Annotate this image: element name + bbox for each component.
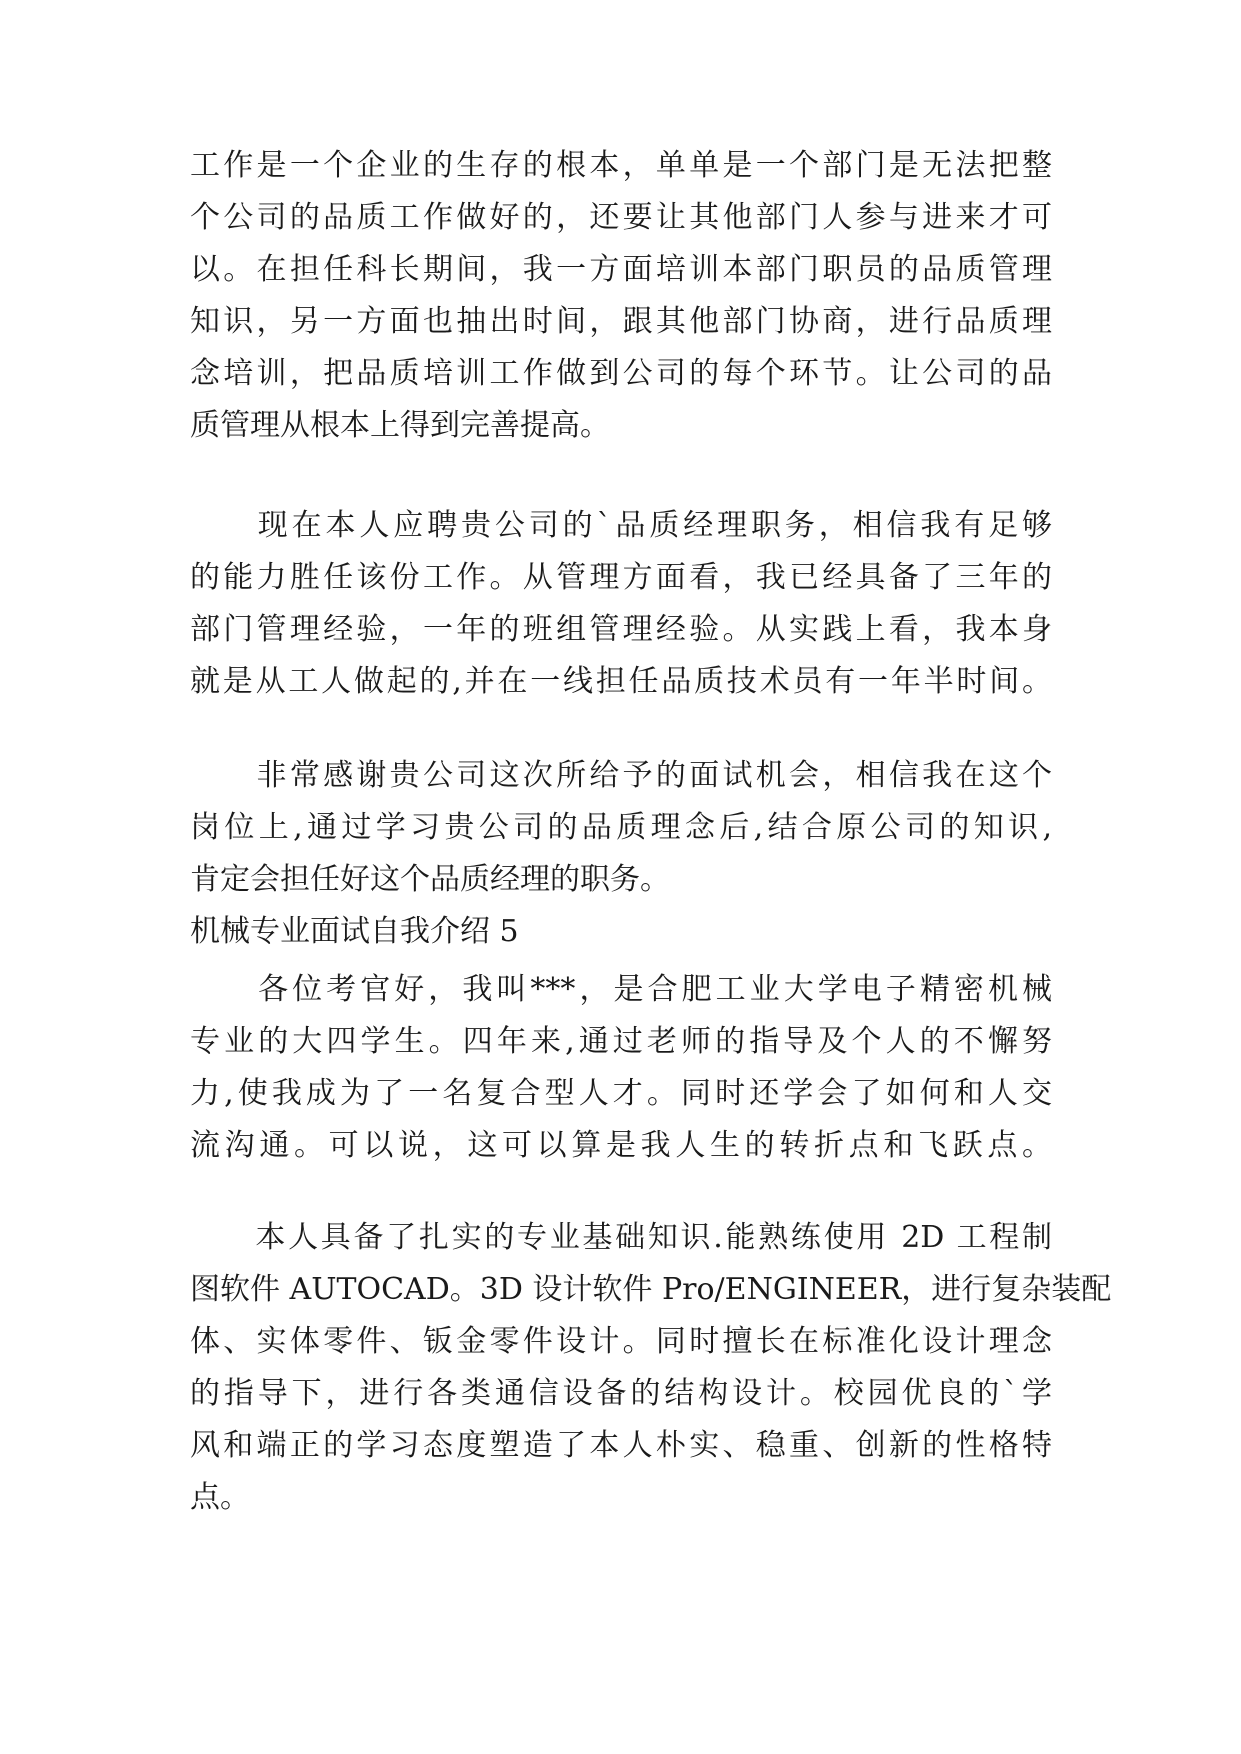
section-paragraph-1-line-1: 各位考官好，我叫***，是合肥工业大学电子精密机械 — [190, 972, 1052, 1007]
section-paragraph-2-line-2: 图软件 AUTOCAD。3D 设计软件 Pro/ENGINEER，进行复杂装配 — [190, 1272, 1112, 1307]
paragraph-3-line-2: 岗位上,通过学习贵公司的品质理念后,结合原公司的知识, — [190, 810, 1052, 845]
section-paragraph-1-line-4: 流沟通。可以说，这可以算是我人生的转折点和飞跃点。 — [190, 1128, 1052, 1163]
section-paragraph-2-line-4: 的指导下，进行各类通信设备的结构设计。校园优良的`学 — [190, 1376, 1052, 1411]
paragraph-2-line-3: 部门管理经验，一年的班组管理经验。从实践上看，我本身 — [190, 612, 1052, 647]
paragraph-2-line-2: 的能力胜任该份工作。从管理方面看，我已经具备了三年的 — [190, 560, 1052, 595]
paragraph-1-line-2: 个公司的品质工作做好的，还要让其他部门人参与进来才可 — [190, 200, 1052, 235]
paragraph-2-line-1: 现在本人应聘贵公司的`品质经理职务，相信我有足够 — [190, 508, 1052, 543]
section-paragraph-1-line-3: 力,使我成为了一名复合型人才。同时还学会了如何和人交 — [190, 1076, 1052, 1111]
section-paragraph-2-line-3: 体、实体零件、钣金零件设计。同时擅长在标准化设计理念 — [190, 1324, 1052, 1359]
paragraph-3-line-1: 非常感谢贵公司这次所给予的面试机会，相信我在这个 — [190, 758, 1052, 793]
paragraph-1-line-3: 以。在担任科长期间，我一方面培训本部门职员的品质管理 — [190, 252, 1052, 287]
paragraph-2-line-4: 就是从工人做起的,并在一线担任品质技术员有一年半时间。 — [190, 664, 1052, 699]
paragraph-1-line-6: 质管理从根本上得到完善提高。 — [190, 408, 610, 443]
section-paragraph-2-line-5: 风和端正的学习态度塑造了本人朴实、稳重、创新的性格特 — [190, 1428, 1052, 1463]
section-paragraph-1-line-2: 专业的大四学生。四年来,通过老师的指导及个人的不懈努 — [190, 1024, 1052, 1059]
section-paragraph-2-line-6: 点。 — [190, 1480, 250, 1515]
section-heading: 机械专业面试自我介绍 5 — [190, 914, 519, 949]
section-paragraph-2-line-1: 本人具备了扎实的专业基础知识.能熟练使用 2D 工程制 — [190, 1220, 1052, 1255]
paragraph-1-line-4: 知识，另一方面也抽出时间，跟其他部门协商，进行品质理 — [190, 304, 1052, 339]
paragraph-1-line-1: 工作是一个企业的生存的根本，单单是一个部门是无法把整 — [190, 148, 1052, 183]
paragraph-1-line-5: 念培训，把品质培训工作做到公司的每个环节。让公司的品 — [190, 356, 1052, 391]
paragraph-3-line-3: 肯定会担任好这个品质经理的职务。 — [190, 862, 670, 897]
